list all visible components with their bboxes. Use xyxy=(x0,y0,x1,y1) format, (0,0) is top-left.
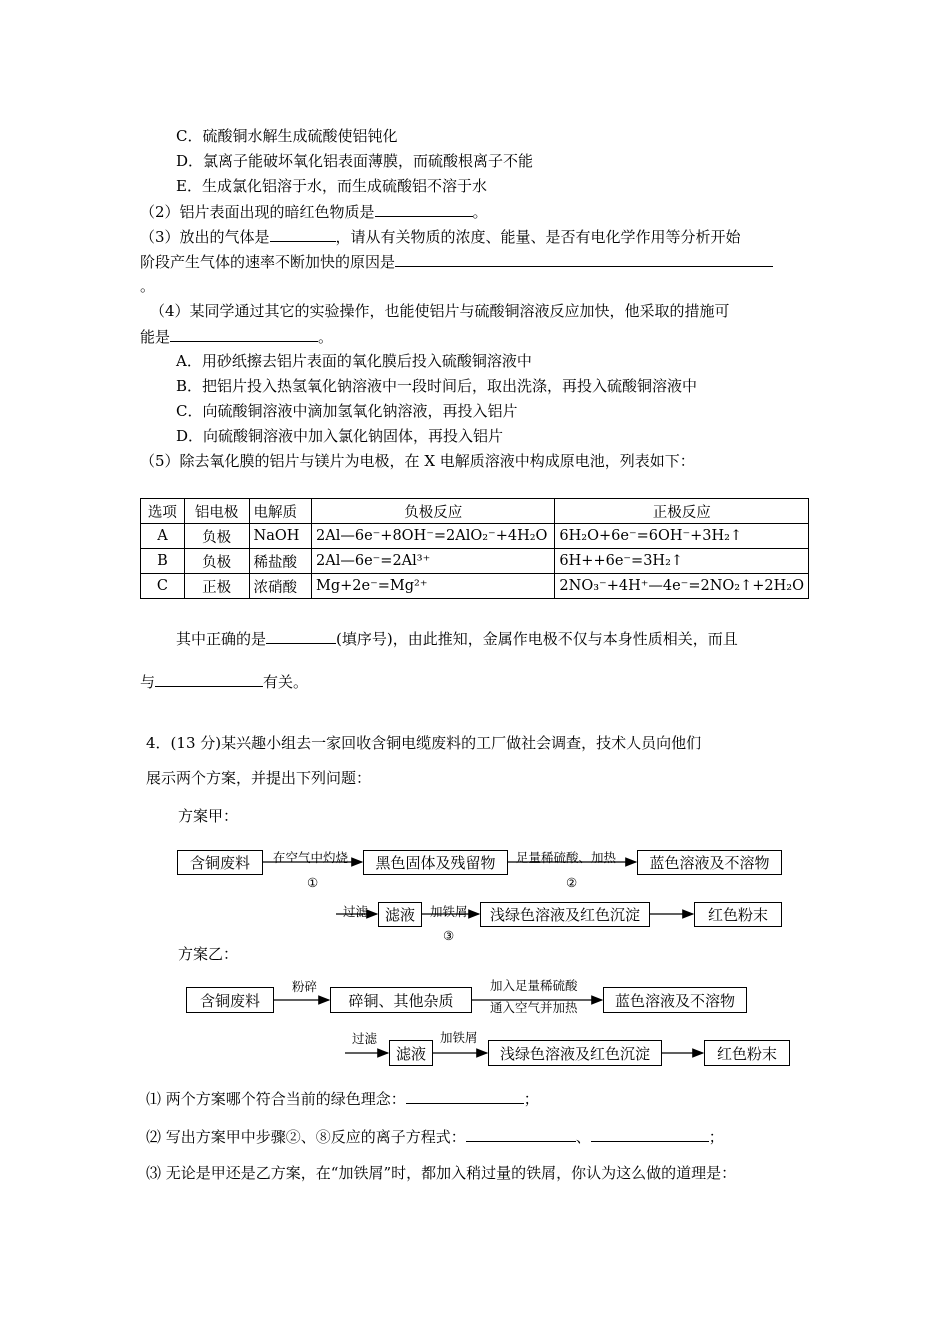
option-b: B．把铝片投入热氢氧化钠溶液中一段时间后，取出洗涤，再投入硫酸铜溶液中 xyxy=(176,377,698,395)
sub2-text: ⑵ 写出方案甲中步骤②、⑧反应的离子方程式： xyxy=(146,1128,466,1146)
question-4-intro-line2: 展示两个方案，并提出下列问题： xyxy=(146,769,372,787)
table-cell: NaOH xyxy=(249,524,312,549)
plan-a-box-raw: 含铜废料 xyxy=(177,850,263,875)
sub-question-3-text-c: 阶段产生气体的速率不断加快的原因是 xyxy=(140,253,396,271)
sub-question-2-text: （2）铝片表面出现的暗红色物质是 xyxy=(140,203,375,221)
answer-blank[interactable] xyxy=(591,1126,709,1142)
punct: ； xyxy=(708,1128,724,1146)
punct: 。 xyxy=(318,328,334,346)
table-header: 铝电极 xyxy=(184,499,249,524)
table-header: 负极反应 xyxy=(312,499,555,524)
table-cell: 浓硝酸 xyxy=(249,574,312,599)
table-cell: 负极 xyxy=(184,549,249,574)
table-cell: Mg+2e⁻=Mg²⁺ xyxy=(312,574,555,599)
option-d: D．氯离子能破坏氧化铝表面薄膜，而硫酸根离子不能 xyxy=(176,152,534,170)
punct: 、 xyxy=(575,1128,591,1146)
conclusion-text-a: 其中正确的是 xyxy=(176,630,267,648)
option-c: C．向硫酸铜溶液中滴加氢氧化钠溶液，再投入铝片 xyxy=(176,402,518,420)
plan-b-crush-label: 粉碎 xyxy=(292,979,318,994)
answer-blank[interactable] xyxy=(466,1126,576,1142)
plan-a-step2-label: 足量稀硫酸、加热 xyxy=(516,850,617,865)
table-cell: 2Al—6e⁻=2Al³⁺ xyxy=(312,549,555,574)
sub-question-3-end: 。 xyxy=(140,277,156,295)
plan-a-step1-number: ① xyxy=(307,875,319,890)
table-header: 选项 xyxy=(141,499,185,524)
table-cell: 2NO₃⁻+4H⁺—4e⁻=2NO₂↑+2H₂O xyxy=(555,574,809,599)
table-cell: 正极 xyxy=(184,574,249,599)
sub-question-3-text-b: ，请从有关物质的浓度、能量、是否有电化学作用等分析开始 xyxy=(335,228,741,246)
sub-question-3-text: （3）放出的气体是 xyxy=(140,228,270,246)
plan-b-box-filtrate: 滤液 xyxy=(389,1040,433,1066)
answer-blank[interactable] xyxy=(406,1088,524,1104)
punct: ； xyxy=(523,1090,539,1108)
table-header: 电解质 xyxy=(249,499,312,524)
question-4-intro: 4．(13 分)某兴趣小组去一家回收含铜电缆废料的工厂做社会调查，技术人员向他们 xyxy=(146,734,702,752)
plan-a-box-red-powder: 红色粉末 xyxy=(694,902,782,927)
table-cell: B xyxy=(141,549,185,574)
plan-a-filter-label: 过滤 xyxy=(343,904,369,919)
conclusion-text-b: (填序号)，由此推知，金属作电极不仅与本身性质相关，而且 xyxy=(336,630,738,648)
option-c: C．硫酸铜水解生成硫酸使铝钝化 xyxy=(176,127,398,145)
plan-a-step2-number: ② xyxy=(566,875,578,890)
sub-question-5: （5）除去氧化膜的铝片与镁片为电极，在 X 电解质溶液中构成原电池，列表如下： xyxy=(140,452,695,470)
question-4-sub1 xyxy=(146,1088,539,1109)
sub-question-4: （4）某同学通过其它的实验操作，也能使铝片与硫酸铜溶液反应加快，他采取的措施可 xyxy=(150,302,730,320)
plan-b-box-crushed: 碎铜、其他杂质 xyxy=(330,987,472,1013)
conclusion-text-d: 有关。 xyxy=(263,673,309,691)
plan-b-title: 方案乙： xyxy=(178,945,239,963)
question-4-sub3: ⑶ 无论是甲还是乙方案，在“加铁屑”时，都加入稍过量的铁屑，你认为这么做的道理是： xyxy=(146,1164,737,1182)
plan-b-box-red-powder: 红色粉末 xyxy=(704,1040,790,1066)
plan-a-box-green-solution: 浅绿色溶液及红色沉淀 xyxy=(480,902,650,927)
table-cell: 负极 xyxy=(184,524,249,549)
option-a: A．用砂纸擦去铝片表面的氧化膜后投入硫酸铜溶液中 xyxy=(176,352,532,370)
table-cell: C xyxy=(141,574,185,599)
question-4-sub2 xyxy=(146,1126,724,1147)
table-cell: 6H++6e⁻=3H₂↑ xyxy=(555,549,809,574)
plan-b-iron-label: 加铁屑 xyxy=(440,1030,478,1045)
plan-a-iron-label: 加铁屑 xyxy=(430,904,468,919)
sub-question-4-text-b: 能是 xyxy=(140,328,171,346)
plan-b-box-green-solution: 浅绿色溶液及红色沉淀 xyxy=(488,1040,662,1066)
table-cell: A xyxy=(141,524,185,549)
plan-b-box-raw: 含铜废料 xyxy=(186,987,274,1013)
plan-a-box-blue-solution: 蓝色溶液及不溶物 xyxy=(637,850,782,875)
sub1-text: ⑴ 两个方案哪个符合当前的绿色理念： xyxy=(146,1090,406,1108)
plan-b-air-label: 通入空气并加热 xyxy=(490,1000,578,1015)
plan-b-box-blue-solution: 蓝色溶液及不溶物 xyxy=(603,987,747,1013)
punct: 。 xyxy=(472,203,488,221)
plan-a-box-black-solid: 黑色固体及残留物 xyxy=(363,850,508,875)
plan-b-acid-label: 加入足量稀硫酸 xyxy=(490,978,578,993)
option-d: D．向硫酸铜溶液中加入氯化钠固体，再投入铝片 xyxy=(176,427,504,445)
plan-a-step1-label: 在空气中灼烧 xyxy=(273,850,349,865)
conclusion-text-c: 与 xyxy=(140,673,156,691)
table-cell: 6H₂O+6e⁻=6OH⁻+3H₂↑ xyxy=(555,524,809,549)
plan-b-filter-label: 过滤 xyxy=(352,1031,378,1046)
plan-a-step3-number: ③ xyxy=(443,928,455,943)
plan-a-title: 方案甲： xyxy=(178,807,239,825)
plan-a-box-filtrate: 滤液 xyxy=(378,902,422,927)
table-cell: 稀盐酸 xyxy=(249,549,312,574)
table-header: 正极反应 xyxy=(555,499,809,524)
table-cell: 2Al—6e⁻+8OH⁻=2AlO₂⁻+4H₂O xyxy=(312,524,555,549)
option-e: E．生成氯化铝溶于水，而生成硫酸铝不溶于水 xyxy=(176,177,487,195)
